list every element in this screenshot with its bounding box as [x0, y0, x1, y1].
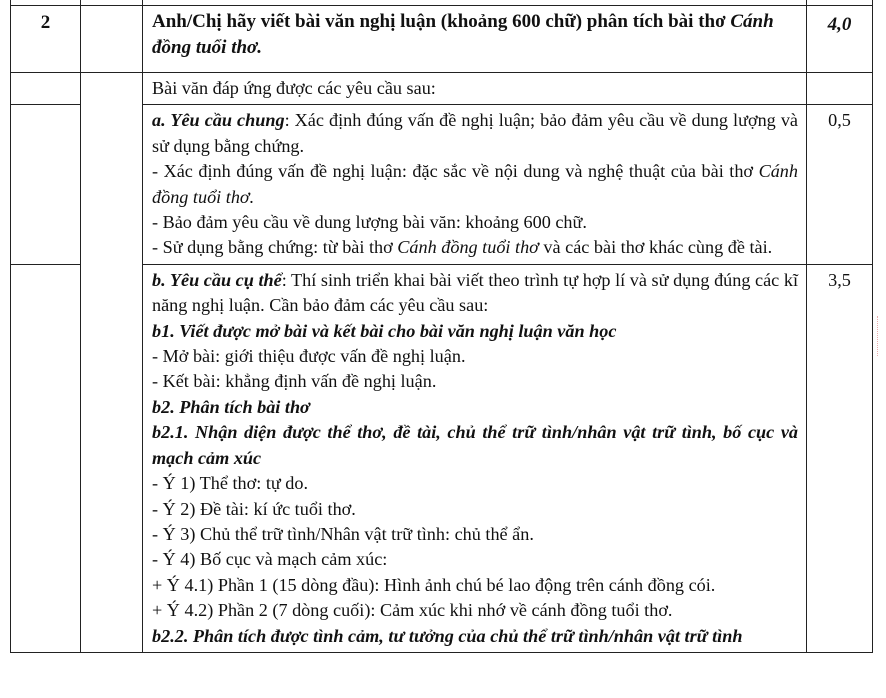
b1-line-2: - Kết bài: khẳng định vấn đề nghị luận.	[152, 371, 437, 392]
b1-heading: b1. Viết được mở bài và kết bài cho bài văn nghị luận văn học	[152, 320, 617, 341]
b21-item: + Ý 4.2) Phần 2 (7 dòng cuối): Cảm xúc khi nhớ về cánh đồng tuổi thơ.	[152, 600, 673, 621]
intro-row	[11, 73, 873, 105]
b22-heading: b2.2. Phân tích được tình cảm, tư tưởng của chủ thể trữ tình/nhân vật trữ tình	[152, 625, 743, 646]
b2-heading: b2. Phân tích bài thơ	[152, 396, 310, 417]
b21-item: - Ý 2) Đề tài: kí ức tuổi thơ.	[152, 498, 356, 519]
section-b-heading: b. Yêu cầu cụ thể	[152, 269, 282, 290]
grading-rubric-table	[10, 0, 873, 653]
total-score: 4,0	[807, 6, 873, 73]
b21-item: - Ý 4) Bố cục và mạch cảm xúc:	[152, 549, 388, 570]
question-title-text: Anh/Chị hãy viết bài văn nghị luận (khoảng 600 chữ) phân tích bài thơ	[152, 11, 731, 32]
section-a-heading-rest: : Xác định đúng vấn đề nghị luận; bảo đảm yêu cầu về dung lượng và sử dụng bằng chứng.	[152, 110, 798, 156]
b21-item: + Ý 4.1) Phần 1 (15 dòng đầu): Hình ảnh chú bé lao động trên cánh đồng cói.	[152, 574, 716, 595]
question-row	[11, 6, 873, 73]
merged-empty-cell	[81, 73, 143, 653]
intro-text: Bài văn đáp ứng được các yêu cầu sau:	[143, 73, 807, 105]
section-a-line-1: - Xác định đúng vấn đề nghị luận: đặc sắc về nội dung và nghệ thuật của bài thơ Cánh đồng tuổi thơ.	[152, 161, 798, 207]
b21-item: - Ý 1) Thể thơ: tự do.	[152, 473, 309, 494]
b1-line-1: - Mở bài: giới thiệu được vấn đề nghị luận.	[152, 346, 466, 367]
section-a-content	[143, 105, 807, 264]
section-a-line-2: - Bảo đảm yêu cầu về dung lượng bài văn: khoảng 600 chữ.	[152, 212, 587, 233]
question-number: 2	[11, 6, 81, 73]
section-b-heading-line: b. Yêu cầu cụ thể: Thí sinh triển khai bài viết theo trình tự hợp lí và sử dụng đúng các kĩ năng nghị luận. Cần bảo đảm các yêu cầu sau:	[152, 269, 798, 316]
red-stamp-mark	[877, 316, 886, 356]
section-a-line-3: - Sử dụng bằng chứng: từ bài thơ Cánh đồng tuổi thơ và các bài thơ khác cùng đề tài.	[152, 237, 773, 258]
b21-heading: b2.1. Nhận diện được thể thơ, đề tài, chủ thể trữ tình/nhân vật trữ tình, bố cục và mạch cảm xúc	[152, 422, 798, 468]
section-b-content	[143, 264, 807, 652]
section-a-heading-line	[152, 108, 798, 159]
section-b-score: 3,5	[807, 264, 873, 652]
empty-cell	[81, 6, 143, 73]
section-a-heading: a. Yêu cầu chung	[152, 110, 285, 131]
section-a-score: 0,5	[807, 105, 873, 264]
question-prompt	[143, 6, 807, 73]
poem-title: Cánh đồng tuổi thơ.	[152, 11, 774, 58]
b21-item: - Ý 3) Chủ thể trữ tình/Nhân vật trữ tình: chủ thể ẩn.	[152, 523, 534, 544]
